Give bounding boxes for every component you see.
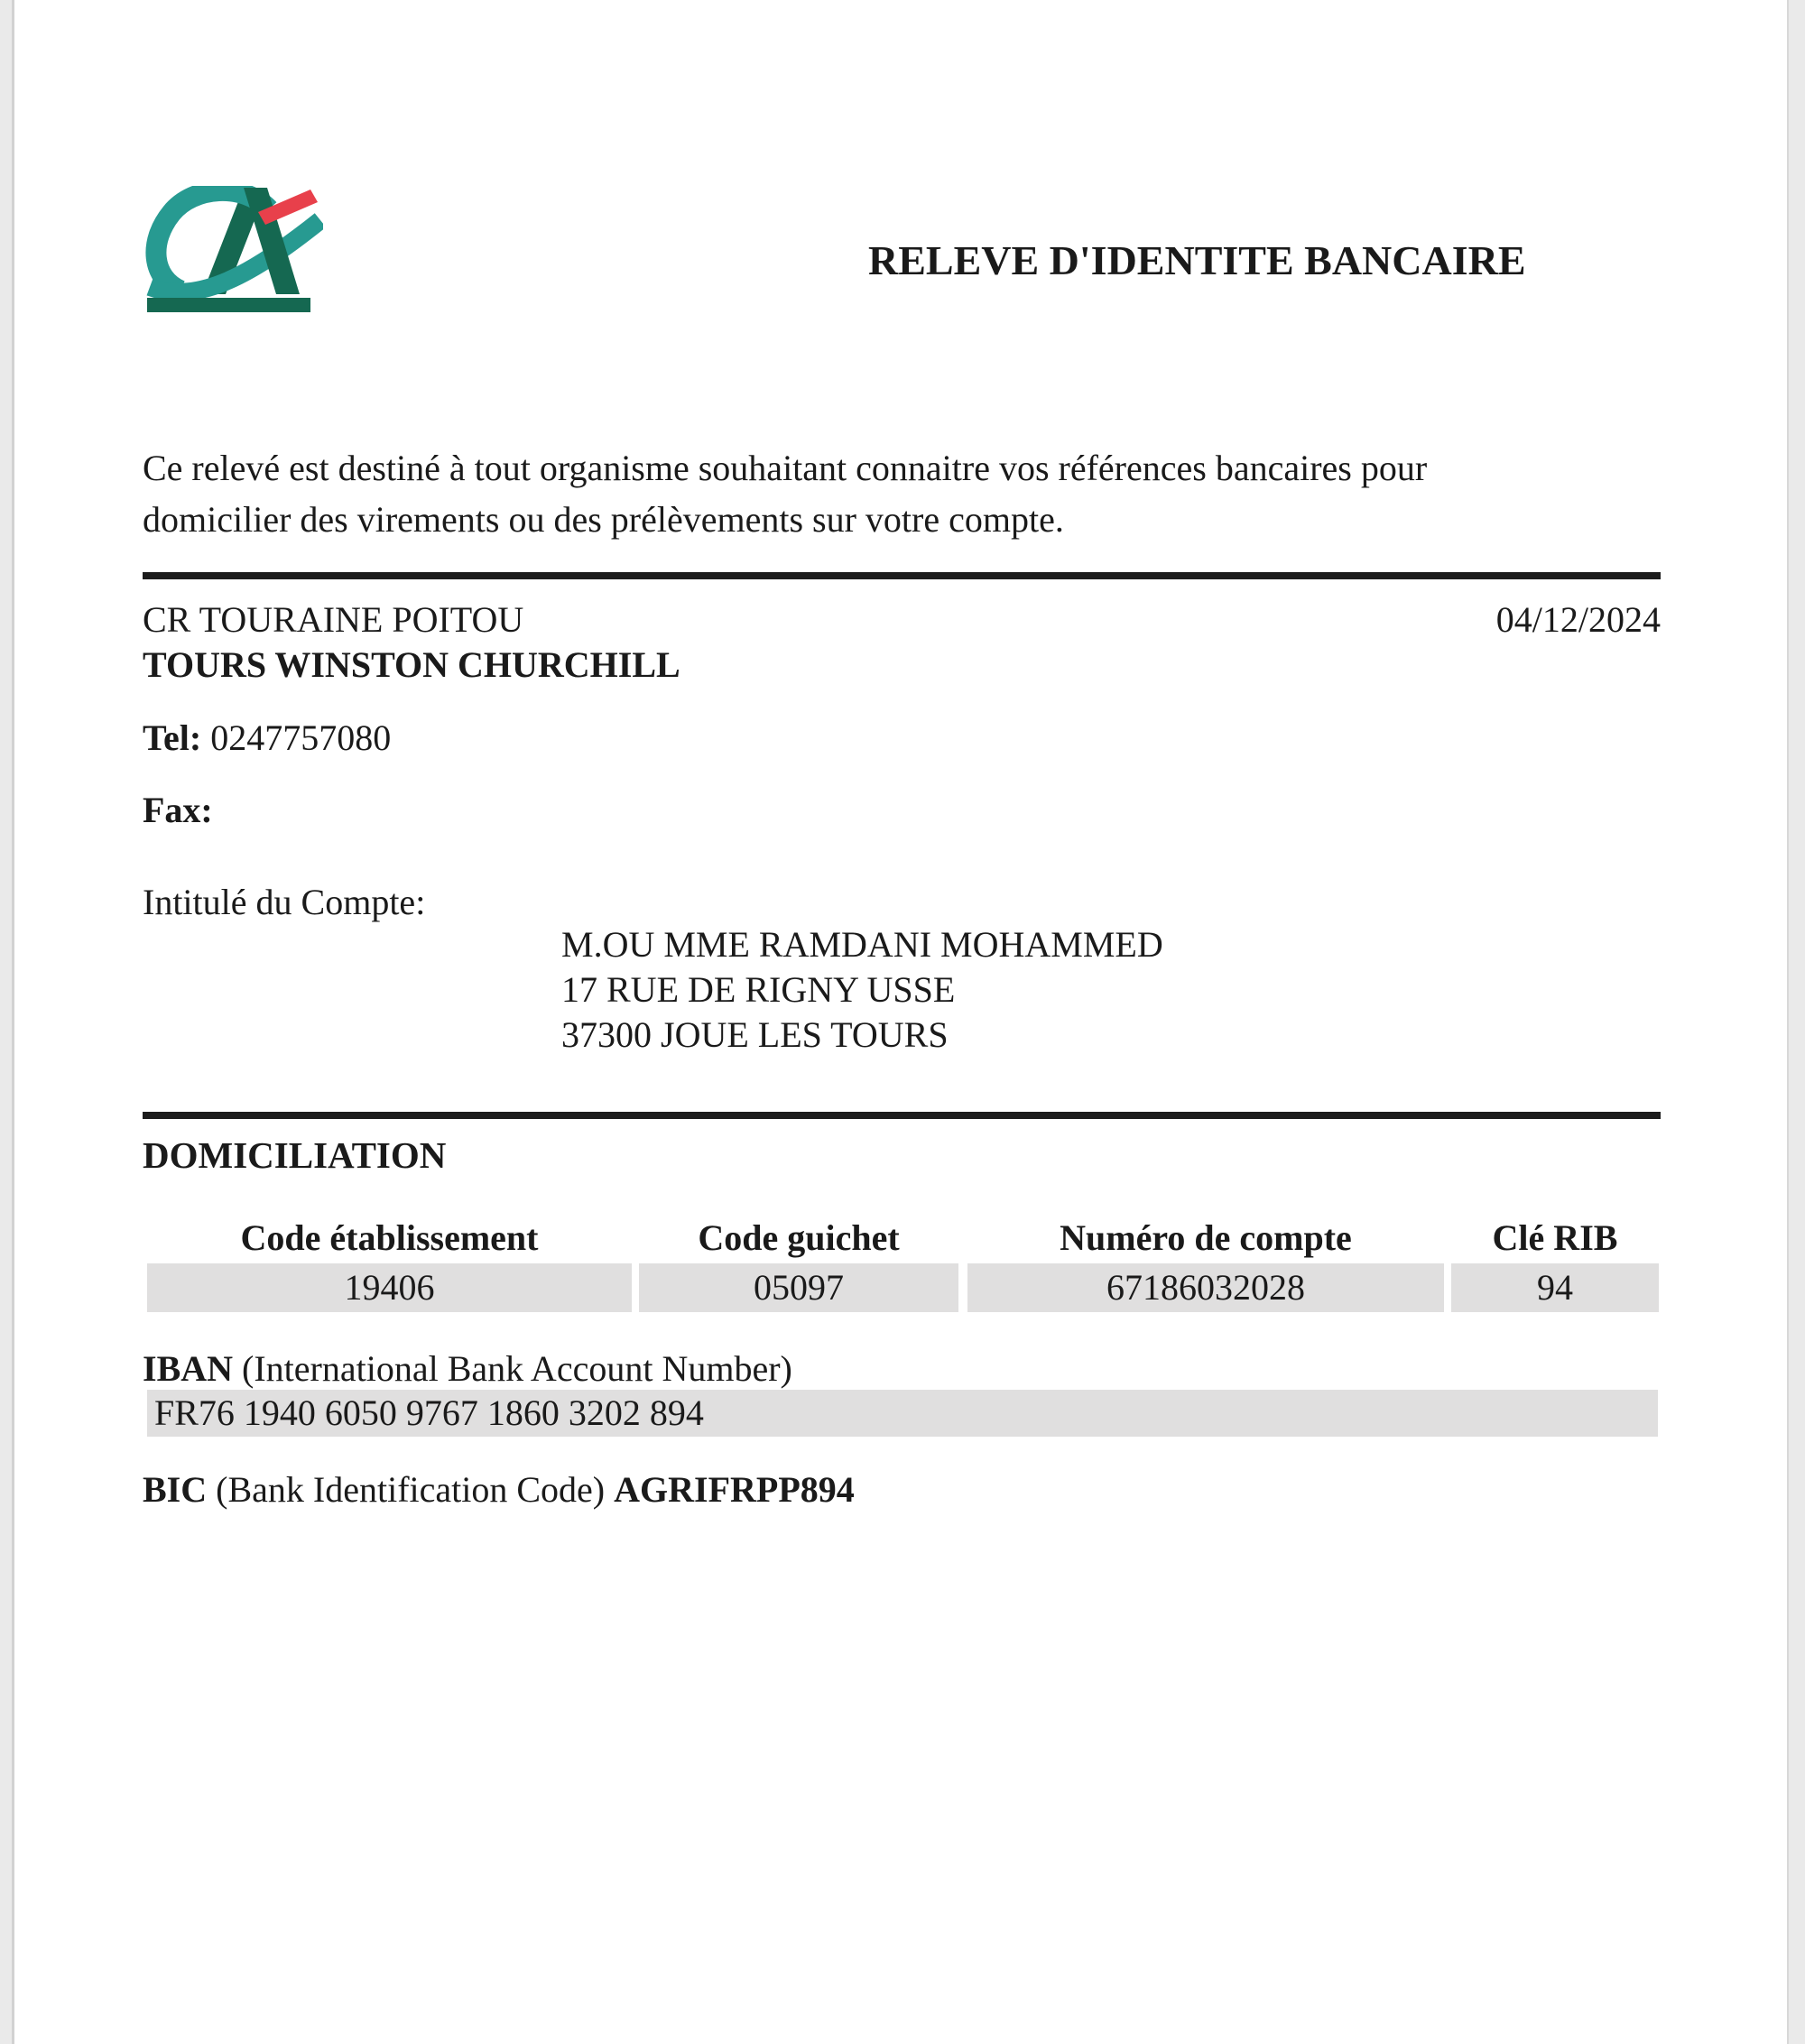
table-header-cle-rib: Clé RIB xyxy=(1492,1217,1618,1258)
intro-paragraph xyxy=(143,442,1427,545)
bic-value: AGRIFRPP894 xyxy=(614,1469,855,1510)
intro-line-1: Ce relevé est destiné à tout organisme souhaitant connaitre vos références bancaires pour xyxy=(143,448,1428,488)
page-edge-left xyxy=(0,0,14,2044)
iban-label-description: (International Bank Account Number) xyxy=(242,1348,792,1389)
ca-logo-icon xyxy=(143,186,323,312)
table-cell-numero-compte: 67186032028 xyxy=(967,1263,1444,1312)
iban-label-line xyxy=(143,1348,792,1390)
table-cell-cle-rib: 94 xyxy=(1451,1263,1659,1312)
bank-branch: TOURS WINSTON CHURCHILL xyxy=(143,644,680,685)
credit-agricole-logo xyxy=(143,186,323,312)
divider-domiciliation xyxy=(143,1112,1661,1119)
domiciliation-heading: DOMICILIATION xyxy=(143,1134,447,1176)
table-cell-code-etablissement: 19406 xyxy=(147,1263,632,1312)
statement-date: 04/12/2024 xyxy=(1495,599,1661,640)
intro-line-2: domicilier des virements ou des prélèvements sur votre compte. xyxy=(143,499,1064,540)
bic-line xyxy=(143,1469,855,1511)
tel-line xyxy=(143,717,391,759)
bank-name: CR TOURAINE POITOU xyxy=(143,599,524,640)
table-cell-code-guichet: 05097 xyxy=(639,1263,958,1312)
divider-top xyxy=(143,572,1661,579)
table-header-code-etablissement: Code établissement xyxy=(240,1217,539,1258)
bic-label: BIC xyxy=(143,1469,208,1510)
document-title: RELEVE D'IDENTITE BANCAIRE xyxy=(868,237,1526,283)
bic-label-description: (Bank Identification Code) xyxy=(216,1469,606,1510)
tel-label: Tel: xyxy=(143,717,202,758)
tel-value: 0247757080 xyxy=(210,717,392,758)
fax-label: Fax: xyxy=(143,790,213,830)
account-title-label: Intitulé du Compte: xyxy=(143,882,426,922)
account-holder-name: M.OU MME RAMDANI MOHAMMED xyxy=(561,924,1163,965)
table-header-code-guichet: Code guichet xyxy=(698,1217,900,1258)
account-holder-block xyxy=(561,922,1163,1058)
iban-label: IBAN xyxy=(143,1348,234,1389)
page-edge-right xyxy=(1787,0,1805,2044)
account-holder-address-1: 17 RUE DE RIGNY USSE xyxy=(561,969,956,1010)
table-header-numero-compte: Numéro de compte xyxy=(1060,1217,1352,1258)
account-holder-address-2: 37300 JOUE LES TOURS xyxy=(561,1014,949,1055)
iban-value-bar: FR76 1940 6050 9767 1860 3202 894 xyxy=(147,1390,1658,1437)
